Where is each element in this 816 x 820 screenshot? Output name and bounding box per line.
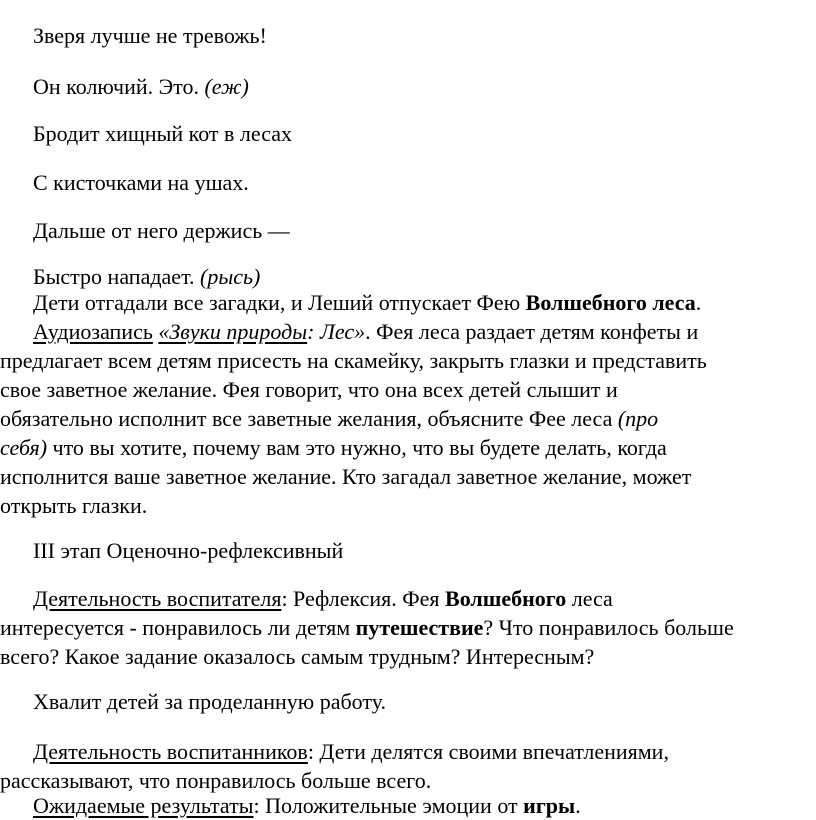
paragraph-audio-line-2: предлагает всем детям присесть на скамейку, закрыть глазки и представить <box>0 348 707 373</box>
audio-label: Аудиозапись <box>33 319 153 344</box>
riddle-line-1: Зверя лучше не тревожь! <box>33 23 267 48</box>
teacher-activity-line-1: Деятельность воспитателя: Рефлексия. Фея Волшебного леса <box>33 586 613 611</box>
riddle-line-5: Дальше от него держись — <box>33 218 290 243</box>
riddle-answer-hedgehog: (еж) <box>204 74 249 99</box>
teacher-activity-line-3: всего? Какое задание оказалось самым трудным? Интересным? <box>0 644 595 669</box>
pupils-activity-label: Деятельность воспитанников <box>33 739 308 764</box>
paragraph-audio-line-3: свое заветное желание. Фея говорит, что она всех детей слышит и <box>0 377 618 402</box>
pupils-activity-line-1: Деятельность воспитанников: Дети делятся своими впечатлениями, <box>33 739 669 764</box>
expected-results-label: Ожидаемые результаты <box>33 793 254 818</box>
audio-title: «Звуки природы <box>158 319 308 344</box>
paragraph-fairy-released: Дети отгадали все загадки, и Леший отпускает Фею Волшебного леса. <box>33 290 702 315</box>
paragraph-audio-line-5: себя) что вы хотите, почему вам это нужно, что вы будете делать, когда <box>0 435 667 460</box>
paragraph-audio-line-6: исполнится ваше заветное желание. Кто загадал заветное желание, может <box>0 464 692 489</box>
praise-line: Хвалит детей за проделанную работу. <box>33 689 386 714</box>
teacher-activity-line-2: интересуется - понравилось ли детям путешествие? Что понравилось больше <box>0 615 734 640</box>
riddle-line-2: Он колючий. Это. (еж) <box>33 74 249 99</box>
expected-results-line: Ожидаемые результаты: Положительные эмоции от игры. <box>33 793 581 818</box>
riddle-line-3: Бродит хищный кот в лесах <box>33 121 292 146</box>
riddle-answer-lynx: (рысь) <box>200 264 261 289</box>
riddle-line-6: Быстро нападает. (рысь) <box>33 264 261 289</box>
stage-3-heading: III этап Оценочно-рефлексивный <box>33 538 344 563</box>
pupils-activity-line-2: рассказывают, что понравилось больше всего. <box>0 768 432 793</box>
paragraph-audio-line-1: Аудиозапись «Звуки природы: Лес». Фея леса раздает детям конфеты и <box>33 319 699 344</box>
riddle-line-4: С кисточками на ушах. <box>33 170 249 195</box>
paragraph-audio-line-4: обязательно исполнит все заветные желания, объясните Фее леса (про <box>0 406 659 431</box>
paragraph-audio-line-7: открыть глазки. <box>0 493 148 518</box>
teacher-activity-label: Деятельность воспитателя <box>33 586 282 611</box>
